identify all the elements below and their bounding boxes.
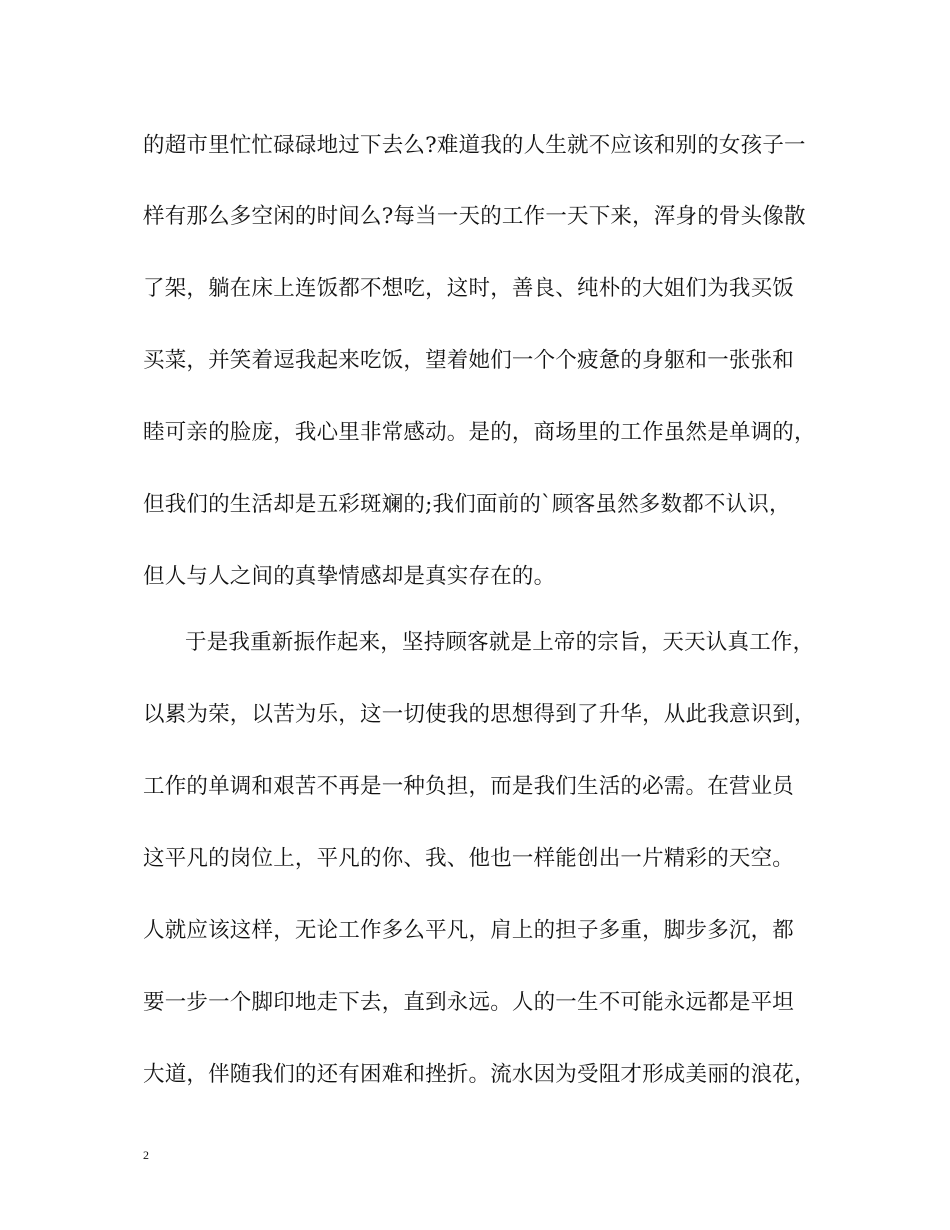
text-line: 的超市里忙忙碌碌地过下去么?难道我的人生就不应该和别的女孩子一 — [143, 133, 806, 158]
text-line: 睦可亲的脸庞，我心里非常感动。是的，商场里的工作虽然是单调的， — [143, 420, 816, 445]
text-line: 工作的单调和艰苦不再是一种负担，而是我们生活的必需。在营业员 — [143, 774, 795, 799]
text-line: 了架，躺在床上连饭都不想吃，这时，善良、纯朴的大姐们为我买饭 — [143, 276, 795, 301]
text-line: 人就应该这样，无论工作多么平凡，肩上的担子多重，脚步多沉，都 — [143, 918, 795, 943]
text-line: 但我们的生活却是五彩斑斓的;我们面前的`顾客虽然多数都不认识， — [143, 492, 791, 517]
text-line: 大道，伴随我们的还有困难和挫折。流水因为受阻才形成美丽的浪花， — [143, 1062, 816, 1087]
text-line: 样有那么多空闲的时间么?每当一天的工作一天下来，浑身的骨头像散 — [143, 204, 806, 229]
text-line: 买菜，并笑着逗我起来吃饭，望着她们一个个疲惫的身躯和一张张和 — [143, 348, 795, 373]
page-number: 2 — [143, 1148, 149, 1162]
text-line: 但人与人之间的真挚情感却是真实存在的。 — [143, 564, 556, 589]
paragraph-start-line: 于是我重新振作起来，坚持顾客就是上帝的宗旨，天天认真工作， — [185, 630, 815, 655]
text-line: 以累为荣，以苦为乐，这一切使我的思想得到了升华，从此我意识到， — [143, 702, 816, 727]
text-line: 要一步一个脚印地走下去，直到永远。人的一生不可能永远都是平坦 — [143, 990, 795, 1015]
text-line: 这平凡的岗位上，平凡的你、我、他也一样能创出一片精彩的天空。 — [143, 846, 795, 871]
